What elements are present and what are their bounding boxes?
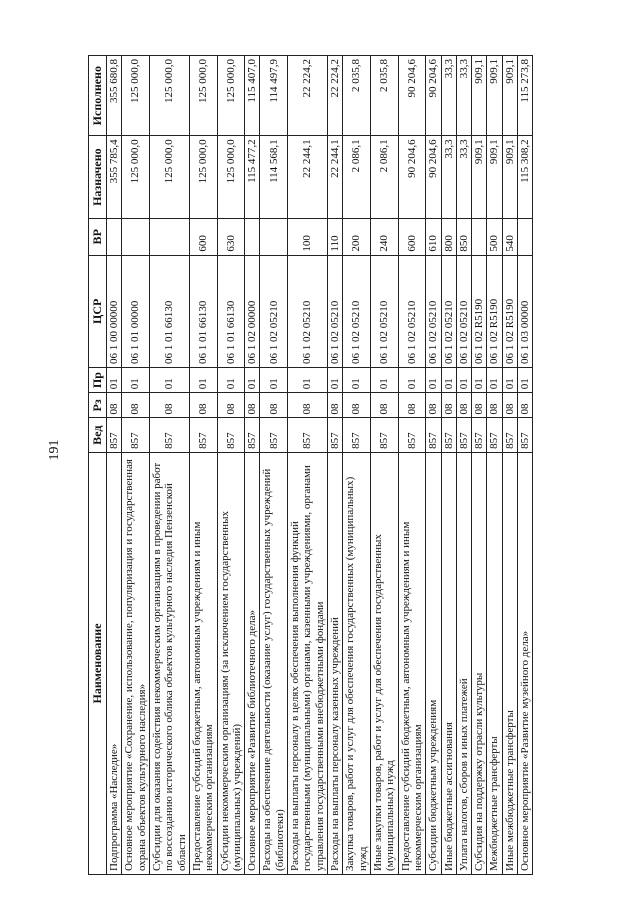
cell-csr: 06 1 02 05210 <box>456 255 471 367</box>
cell-ved: 857 <box>260 418 288 452</box>
cell-ved: 857 <box>343 418 371 452</box>
cell-csr: 06 1 01 66130 <box>189 255 217 367</box>
cell-assigned: 90 204,6 <box>426 136 441 219</box>
cell-assigned: 125 000,0 <box>189 136 217 219</box>
cell-name: Уплата налогов, сборов и иных платежей <box>456 452 471 874</box>
cell-rz: 08 <box>518 393 533 418</box>
cell-ved: 857 <box>107 418 122 452</box>
cell-vr: 200 <box>343 218 371 255</box>
cell-vr: 630 <box>217 218 245 255</box>
cell-rz: 08 <box>217 393 245 418</box>
cell-name: Основное мероприятие «Развитие музейного дела» <box>518 452 533 874</box>
cell-vr <box>472 218 487 255</box>
cell-rz: 08 <box>328 393 343 418</box>
table-row <box>456 56 471 875</box>
cell-assigned: 115 308,2 <box>518 136 533 219</box>
table-row <box>518 56 533 875</box>
cell-csr: 06 1 02 05210 <box>441 255 456 367</box>
cell-vr <box>245 218 260 255</box>
budget-table <box>88 55 533 875</box>
cell-name: Субсидии некоммерческим организациям (за исключением государственных (муниципальных) учреждений) <box>217 452 245 874</box>
cell-csr: 06 1 00 00000 <box>107 255 122 367</box>
cell-executed: 125 000,0 <box>149 56 189 136</box>
cell-executed: 909,1 <box>487 56 502 136</box>
header-vr: ВР <box>89 218 107 255</box>
cell-vr: 240 <box>370 218 398 255</box>
cell-assigned: 22 244,1 <box>328 136 343 219</box>
cell-csr: 06 1 01 66130 <box>149 255 189 367</box>
cell-csr: 06 1 02 05210 <box>328 255 343 367</box>
table-row <box>398 56 426 875</box>
table-row <box>502 56 517 875</box>
cell-name: Иные бюджетные ассигнования <box>441 452 456 874</box>
cell-csr: 06 1 02 05210 <box>288 255 328 367</box>
cell-rz: 08 <box>343 393 371 418</box>
cell-csr: 06 1 02 00000 <box>245 255 260 367</box>
cell-pr: 01 <box>472 368 487 393</box>
table-row <box>487 56 502 875</box>
cell-assigned: 125 000,0 <box>122 136 150 219</box>
table-header-row <box>89 56 107 875</box>
cell-executed: 2 035,8 <box>343 56 371 136</box>
cell-pr: 01 <box>398 368 426 393</box>
cell-executed: 125 000,0 <box>217 56 245 136</box>
cell-pr: 01 <box>518 368 533 393</box>
cell-ved: 857 <box>288 418 328 452</box>
cell-assigned: 33,3 <box>441 136 456 219</box>
table-row <box>189 56 217 875</box>
cell-csr: 06 1 02 05210 <box>343 255 371 367</box>
cell-executed: 125 000,0 <box>189 56 217 136</box>
table-row <box>441 56 456 875</box>
cell-csr: 06 1 02 05210 <box>260 255 288 367</box>
cell-vr <box>107 218 122 255</box>
cell-assigned: 114 568,1 <box>260 136 288 219</box>
cell-rz: 08 <box>288 393 328 418</box>
cell-ved: 857 <box>245 418 260 452</box>
cell-name: Субсидии бюджетным учреждениям <box>426 452 441 874</box>
cell-csr: 06 1 02 R5190 <box>487 255 502 367</box>
cell-name: Субсидии для оказания содействия некоммерческим организациям в проведении работ по воссозданию исторического облика объектов культурного наследия Пензенской области <box>149 452 189 874</box>
table-row <box>370 56 398 875</box>
cell-rz: 08 <box>260 393 288 418</box>
cell-rz: 08 <box>122 393 150 418</box>
cell-ved: 857 <box>217 418 245 452</box>
cell-executed: 125 000,0 <box>122 56 150 136</box>
table-row <box>288 56 328 875</box>
page-number: 191 <box>47 439 62 461</box>
header-ved: Вед <box>89 418 107 452</box>
cell-pr: 01 <box>487 368 502 393</box>
cell-rz: 08 <box>189 393 217 418</box>
cell-assigned: 22 244,1 <box>288 136 328 219</box>
cell-csr: 06 1 01 00000 <box>122 255 150 367</box>
cell-pr: 01 <box>288 368 328 393</box>
cell-csr: 06 1 02 05210 <box>398 255 426 367</box>
cell-name: Расходы на обеспечение деятельности (оказание услуг) государственных учреждений (библиотеки) <box>260 452 288 874</box>
cell-ved: 857 <box>370 418 398 452</box>
cell-vr: 500 <box>487 218 502 255</box>
cell-ved: 857 <box>472 418 487 452</box>
cell-ved: 857 <box>122 418 150 452</box>
cell-assigned: 33,3 <box>456 136 471 219</box>
cell-pr: 01 <box>122 368 150 393</box>
cell-executed: 90 204,6 <box>398 56 426 136</box>
table-row <box>245 56 260 875</box>
cell-name: Закупка товаров, работ и услуг для обеспечения государственных (муниципальных) нужд <box>343 452 371 874</box>
table-row <box>149 56 189 875</box>
cell-pr: 01 <box>456 368 471 393</box>
cell-ved: 857 <box>487 418 502 452</box>
cell-name: Расходы на выплаты персоналу казенных учреждений <box>328 452 343 874</box>
cell-ved: 857 <box>189 418 217 452</box>
table-row <box>217 56 245 875</box>
cell-assigned: 90 204,6 <box>398 136 426 219</box>
cell-executed: 22 224,2 <box>328 56 343 136</box>
cell-vr: 800 <box>441 218 456 255</box>
cell-executed: 2 035,8 <box>370 56 398 136</box>
cell-ved: 857 <box>502 418 517 452</box>
cell-name: Иные межбюджетные трансферты <box>502 452 517 874</box>
cell-name: Предоставление субсидий бюджетным, автономным учреждениям и иным некоммерческим организациям <box>398 452 426 874</box>
cell-vr: 110 <box>328 218 343 255</box>
cell-executed: 909,1 <box>472 56 487 136</box>
cell-name: Расходы на выплаты персоналу в целях обеспечения выполнения функций государственными (муниципальными) органами, казенными учреждениями, органами управления государственными внебюджетными фондами <box>288 452 328 874</box>
cell-vr: 100 <box>288 218 328 255</box>
cell-pr: 01 <box>502 368 517 393</box>
cell-csr: 06 1 01 66130 <box>217 255 245 367</box>
cell-assigned: 125 000,0 <box>149 136 189 219</box>
cell-csr: 06 1 02 05210 <box>370 255 398 367</box>
cell-ved: 857 <box>441 418 456 452</box>
cell-pr: 01 <box>245 368 260 393</box>
cell-pr: 01 <box>426 368 441 393</box>
header-assigned: Назначено <box>89 136 107 219</box>
cell-assigned: 2 086,1 <box>370 136 398 219</box>
cell-pr: 01 <box>107 368 122 393</box>
table-row <box>328 56 343 875</box>
cell-name: Основное мероприятие «Сохранение, использование, популяризация и государственная охрана объектов культурного наследия» <box>122 452 150 874</box>
table-row <box>122 56 150 875</box>
cell-pr: 01 <box>441 368 456 393</box>
cell-vr: 850 <box>456 218 471 255</box>
cell-pr: 01 <box>328 368 343 393</box>
cell-rz: 08 <box>149 393 189 418</box>
table-row <box>343 56 371 875</box>
cell-vr: 600 <box>189 218 217 255</box>
cell-rz: 08 <box>426 393 441 418</box>
cell-rz: 08 <box>441 393 456 418</box>
cell-ved: 857 <box>518 418 533 452</box>
cell-executed: 33,3 <box>441 56 456 136</box>
cell-ved: 857 <box>398 418 426 452</box>
cell-rz: 08 <box>107 393 122 418</box>
cell-ved: 857 <box>456 418 471 452</box>
cell-executed: 22 224,2 <box>288 56 328 136</box>
table-row <box>472 56 487 875</box>
cell-assigned: 125 000,0 <box>217 136 245 219</box>
cell-rz: 08 <box>245 393 260 418</box>
header-executed: Исполнено <box>89 56 107 136</box>
cell-executed: 33,3 <box>456 56 471 136</box>
cell-assigned: 909,1 <box>487 136 502 219</box>
cell-assigned: 355 785,4 <box>107 136 122 219</box>
cell-csr: 06 1 02 R5190 <box>472 255 487 367</box>
cell-csr: 06 1 02 05210 <box>426 255 441 367</box>
cell-name: Межбюджетные трансферты <box>487 452 502 874</box>
cell-executed: 909,1 <box>502 56 517 136</box>
cell-executed: 114 497,9 <box>260 56 288 136</box>
cell-vr <box>149 218 189 255</box>
cell-rz: 08 <box>370 393 398 418</box>
rotated-table-container <box>88 55 568 875</box>
cell-name: Основное мероприятие «Развитие библиотечного дела» <box>245 452 260 874</box>
cell-name: Предоставление субсидий бюджетным, автономным учреждениям и иным некоммерческим организациям <box>189 452 217 874</box>
cell-rz: 08 <box>487 393 502 418</box>
cell-executed: 90 204,6 <box>426 56 441 136</box>
cell-pr: 01 <box>370 368 398 393</box>
cell-vr: 600 <box>398 218 426 255</box>
cell-pr: 01 <box>260 368 288 393</box>
cell-vr <box>122 218 150 255</box>
cell-vr: 540 <box>502 218 517 255</box>
cell-pr: 01 <box>343 368 371 393</box>
cell-ved: 857 <box>328 418 343 452</box>
cell-vr <box>518 218 533 255</box>
cell-executed: 115 407,0 <box>245 56 260 136</box>
cell-ved: 857 <box>426 418 441 452</box>
cell-name: Иные закупки товаров, работ и услуг для обеспечения государственных (муниципальных) нужд <box>370 452 398 874</box>
cell-rz: 08 <box>398 393 426 418</box>
cell-vr: 610 <box>426 218 441 255</box>
cell-csr: 06 1 02 R5190 <box>502 255 517 367</box>
cell-ved: 857 <box>149 418 189 452</box>
cell-assigned: 115 477,2 <box>245 136 260 219</box>
header-name: Наименование <box>89 452 107 874</box>
cell-executed: 355 680,8 <box>107 56 122 136</box>
cell-assigned: 909,1 <box>502 136 517 219</box>
cell-vr <box>260 218 288 255</box>
table-row <box>107 56 122 875</box>
header-csr: ЦСР <box>89 255 107 367</box>
header-rz: Рз <box>89 393 107 418</box>
cell-assigned: 909,1 <box>472 136 487 219</box>
cell-pr: 01 <box>149 368 189 393</box>
header-pr: Пр <box>89 368 107 393</box>
cell-name: Подпрограмма «Наследие» <box>107 452 122 874</box>
table-row <box>426 56 441 875</box>
table-body <box>107 56 533 875</box>
cell-rz: 08 <box>456 393 471 418</box>
cell-rz: 08 <box>472 393 487 418</box>
cell-name: Субсидия на поддержку отрасли культуры <box>472 452 487 874</box>
cell-pr: 01 <box>189 368 217 393</box>
cell-pr: 01 <box>217 368 245 393</box>
cell-assigned: 2 086,1 <box>343 136 371 219</box>
table-row <box>260 56 288 875</box>
cell-executed: 115 273,8 <box>518 56 533 136</box>
cell-csr: 06 1 03 00000 <box>518 255 533 367</box>
cell-rz: 08 <box>502 393 517 418</box>
